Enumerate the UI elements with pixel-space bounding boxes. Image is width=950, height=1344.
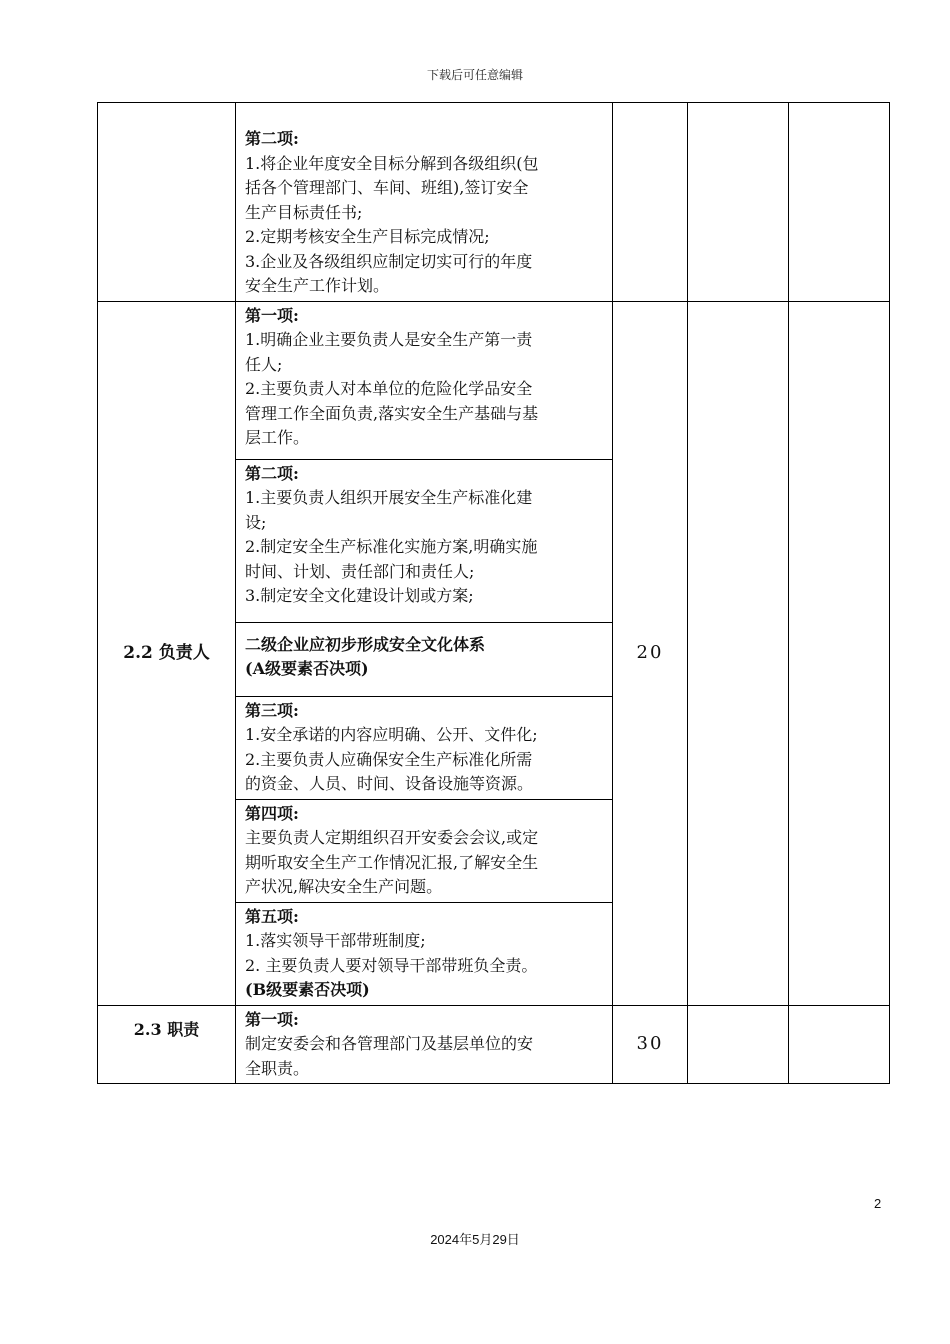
item-heading: 第一项: bbox=[245, 305, 299, 325]
content-line: (A级要素否决项) bbox=[245, 659, 369, 678]
item-heading: 第二项: bbox=[245, 463, 299, 483]
content-line: 1.落实领导干部带班制度; bbox=[245, 931, 426, 950]
blank-cell bbox=[688, 103, 789, 302]
content-line: 2.主要负责人应确保安全生产标准化所需 bbox=[245, 749, 533, 769]
element-cell bbox=[98, 103, 236, 302]
blank-cell bbox=[789, 301, 890, 1005]
table-row bbox=[98, 1005, 890, 1084]
score-cell: 20 bbox=[613, 301, 688, 1005]
content-line: 2.制定安全生产标准化实施方案,明确实施 bbox=[245, 537, 538, 556]
content-cell bbox=[236, 1005, 613, 1084]
content-line: 2. 主要负责人要对领导干部带班负全责。 bbox=[245, 955, 538, 975]
content-cell bbox=[236, 902, 613, 1005]
content-line: 2.主要负责人对本单位的危险化学品安全 bbox=[245, 379, 533, 398]
blank-cell bbox=[688, 1005, 789, 1084]
page-footer-date: 2024年5月29日 bbox=[430, 1232, 520, 1247]
blank-cell bbox=[789, 103, 890, 302]
content-line: 安全生产工作计划。 bbox=[245, 276, 390, 295]
score-cell bbox=[613, 103, 688, 302]
content-line: 主要负责人定期组织召开安委会会议,或定 bbox=[245, 828, 539, 847]
content-line: 括各个管理部门、车间、班组),签订安全 bbox=[245, 178, 529, 197]
item-heading: 第四项: bbox=[245, 803, 299, 823]
blank-cell bbox=[789, 1005, 890, 1084]
item-heading: 第三项: bbox=[245, 700, 299, 720]
content-line: 制定安委会和各管理部门及基层单位的安 bbox=[245, 1034, 534, 1053]
element-cell bbox=[98, 1005, 236, 1084]
content-line: 全职责。 bbox=[245, 1058, 310, 1078]
table-row bbox=[98, 103, 890, 302]
item-heading: 第二项: bbox=[245, 129, 299, 148]
content-line: 1.将企业年度安全目标分解到各级组织(包 bbox=[245, 153, 539, 173]
item-heading: 第五项: bbox=[245, 906, 299, 926]
evaluation-table bbox=[97, 102, 890, 1084]
veto-note: (B级要素否决项) bbox=[245, 980, 370, 999]
content-line: 任人; bbox=[245, 354, 283, 374]
content-cell bbox=[236, 459, 613, 622]
content-line: 产状况,解决安全生产问题。 bbox=[245, 877, 443, 896]
content-line: 期听取安全生产工作情况汇报,了解安全生 bbox=[245, 852, 539, 872]
content-line: 1.主要负责人组织开展安全生产标准化建 bbox=[245, 488, 533, 507]
content-cell bbox=[236, 301, 613, 459]
blank-cell bbox=[688, 301, 789, 1005]
content-line: 层工作。 bbox=[245, 428, 310, 447]
item-heading: 第一项: bbox=[245, 1009, 299, 1029]
content-line: 2.定期考核安全生产目标完成情况; bbox=[245, 227, 490, 246]
content-cell bbox=[236, 696, 613, 799]
content-line: 设; bbox=[245, 512, 267, 532]
table-row bbox=[98, 301, 890, 459]
content-line: 管理工作全面负责,落实安全生产基础与基 bbox=[245, 403, 539, 423]
content-line: 1.明确企业主要负责人是安全生产第一责 bbox=[245, 330, 533, 349]
content-cell bbox=[236, 103, 613, 302]
content-cell bbox=[236, 799, 613, 902]
element-cell: 2.2 负责人 bbox=[98, 301, 236, 1005]
content-line: 二级企业应初步形成安全文化体系 bbox=[245, 634, 486, 654]
element-label: 2.3 职责 bbox=[133, 1019, 200, 1039]
content-cell bbox=[236, 622, 613, 696]
content-line: 时间、计划、责任部门和责任人; bbox=[245, 561, 475, 581]
content-line: 3.制定安全文化建设计划或方案; bbox=[245, 586, 474, 605]
page-header: 下载后可任意编辑 bbox=[426, 68, 523, 82]
content-line: 1.安全承诺的内容应明确、公开、文件化; bbox=[245, 725, 538, 744]
content-line: 生产目标责任书; bbox=[245, 202, 363, 222]
content-line: 的资金、人员、时间、设备设施等资源。 bbox=[245, 774, 534, 793]
page-number: 2 bbox=[874, 1196, 882, 1211]
score-cell: 30 bbox=[613, 1005, 688, 1084]
content-line: 3.企业及各级组织应制定切实可行的年度 bbox=[245, 251, 533, 271]
